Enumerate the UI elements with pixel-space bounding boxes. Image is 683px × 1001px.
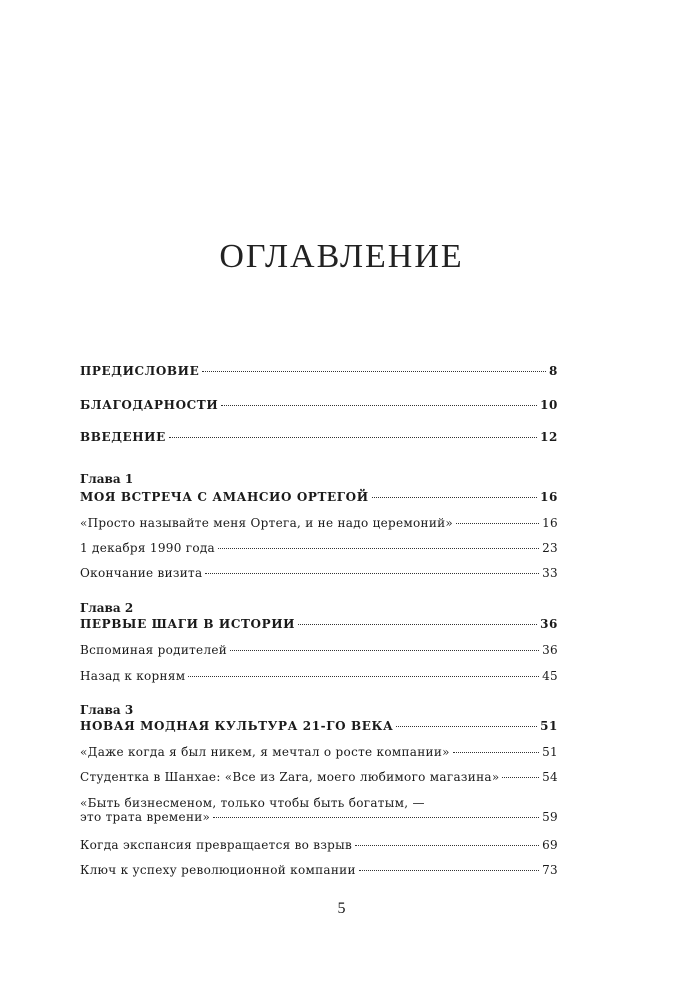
toc-entry-title: Окончание визита xyxy=(80,566,203,580)
dot-leader xyxy=(213,817,539,818)
toc-section[interactable] xyxy=(80,516,558,530)
toc-entry-page: 16 xyxy=(540,490,558,504)
toc-entry-title: 1 декабря 1990 года xyxy=(80,541,215,555)
chapter-label: Глава 3 xyxy=(80,703,134,717)
toc-entry-title: Назад к корням xyxy=(80,669,186,683)
toc-entry-page: 23 xyxy=(542,541,558,555)
toc-entry-page: 16 xyxy=(542,516,558,530)
dot-leader xyxy=(355,845,539,846)
dot-leader xyxy=(456,523,539,524)
toc-section[interactable] xyxy=(80,796,558,824)
toc-section[interactable] xyxy=(80,566,558,580)
toc-section[interactable] xyxy=(80,669,558,683)
dot-leader xyxy=(372,497,537,498)
toc-entry-title: «Просто называйте меня Ортега, и не надо церемоний» xyxy=(80,516,454,530)
toc-entry-page: 54 xyxy=(542,770,558,784)
dot-leader xyxy=(453,752,539,753)
toc-entry-page: 12 xyxy=(540,430,558,444)
dot-leader xyxy=(221,405,537,406)
toc-section[interactable] xyxy=(80,863,558,877)
dot-leader xyxy=(169,437,537,438)
dot-leader xyxy=(298,624,537,625)
toc-entry-title: НОВАЯ МОДНАЯ КУЛЬТУРА 21-ГО ВЕКА xyxy=(80,719,394,733)
toc-entry-title: Когда экспансия превращается во взрыв xyxy=(80,838,353,852)
dot-leader xyxy=(205,573,539,574)
toc-entry-page: 36 xyxy=(542,643,558,657)
toc-entry-page: 36 xyxy=(540,617,558,631)
toc-chapter-title[interactable] xyxy=(80,719,558,733)
toc-entry-title: Студентка в Шанхае: «Все из Zara, моего любимого магазина» xyxy=(80,770,500,784)
toc-entry-page: 51 xyxy=(542,745,558,759)
page-title: ОГЛАВЛЕНИЕ xyxy=(219,238,464,275)
dot-leader xyxy=(359,870,539,871)
toc-entry-title: ПРЕДИСЛОВИЕ xyxy=(80,364,200,378)
toc-entry-title-line1: «Быть бизнесменом, только чтобы быть богатым, — xyxy=(80,796,425,810)
toc-entry-introduction[interactable] xyxy=(80,430,558,444)
toc-section[interactable] xyxy=(80,770,558,784)
toc-entry-acknowledgements[interactable] xyxy=(80,398,558,412)
toc-entry-title: ПЕРВЫЕ ШАГИ В ИСТОРИИ xyxy=(80,617,296,631)
toc-entry-title: Вспоминая родителей xyxy=(80,643,228,657)
dot-leader xyxy=(396,726,537,727)
dot-leader xyxy=(188,676,539,677)
toc-entry-page: 69 xyxy=(542,838,558,852)
toc-entry-page: 73 xyxy=(542,863,558,877)
toc-entry-page: 59 xyxy=(542,810,558,824)
toc-entry-page: 51 xyxy=(540,719,558,733)
dot-leader xyxy=(202,371,546,372)
dot-leader xyxy=(502,777,539,778)
toc-section[interactable] xyxy=(80,541,558,555)
toc-entry-title: БЛАГОДАРНОСТИ xyxy=(80,398,219,412)
page-number: 5 xyxy=(337,900,346,917)
dot-leader xyxy=(230,650,539,651)
chapter-label: Глава 1 xyxy=(80,472,134,486)
dot-leader xyxy=(218,548,539,549)
toc-entry-line2 xyxy=(80,810,558,824)
toc-entry-preface[interactable] xyxy=(80,364,558,378)
toc-section[interactable] xyxy=(80,745,558,759)
toc-entry-title: ВВЕДЕНИЕ xyxy=(80,430,166,444)
toc-entry-title: «Даже когда я был никем, я мечтал о росте компании» xyxy=(80,745,450,759)
toc-entry-page: 33 xyxy=(542,566,558,580)
toc-entry-page: 8 xyxy=(549,364,558,378)
toc-chapter-title[interactable] xyxy=(80,490,558,504)
toc-section[interactable] xyxy=(80,838,558,852)
toc-chapter-title[interactable] xyxy=(80,617,558,631)
toc-entry-title: МОЯ ВСТРЕЧА С АМАНСИО ОРТЕГОЙ xyxy=(80,490,369,504)
toc-section[interactable] xyxy=(80,643,558,657)
toc-entry-title-line2: это трата времени» xyxy=(80,810,211,824)
chapter-label: Глава 2 xyxy=(80,601,134,615)
toc-entry-page: 45 xyxy=(542,669,558,683)
toc-entry-page: 10 xyxy=(540,398,558,412)
toc-entry-title: Ключ к успеху революционной компании xyxy=(80,863,356,877)
